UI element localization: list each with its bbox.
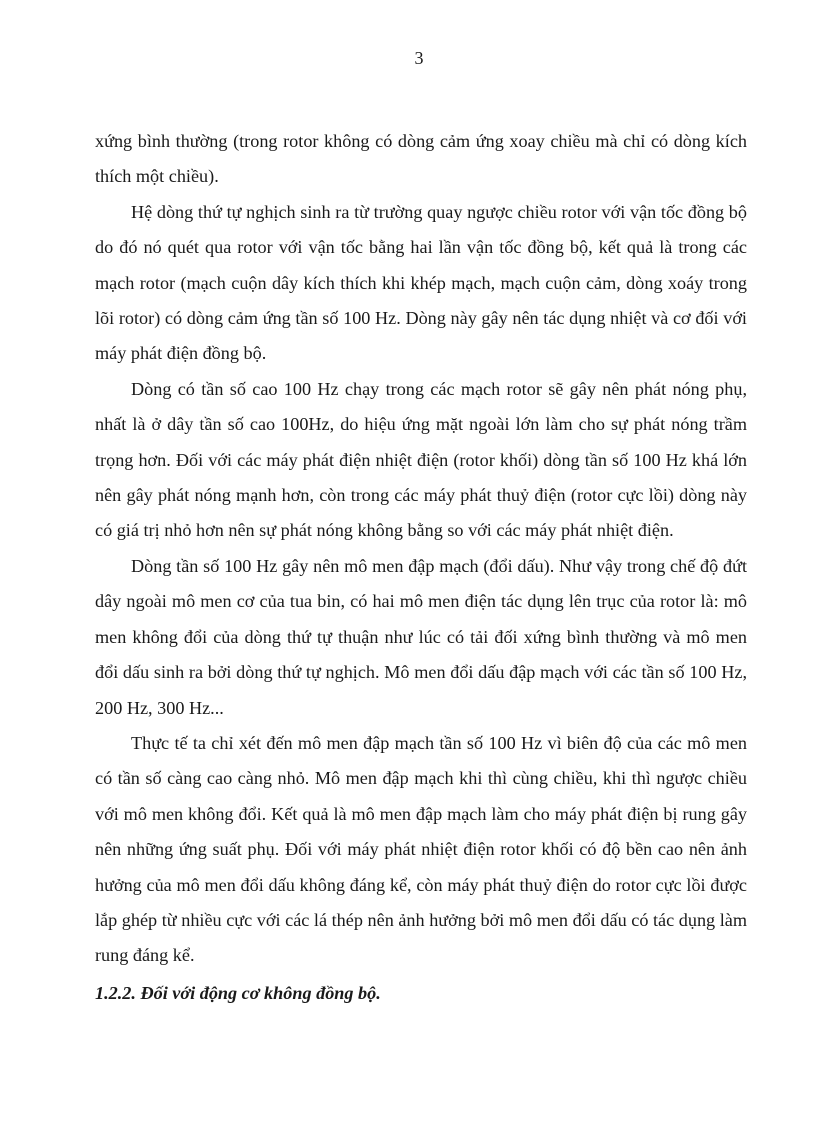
page-number: 3 [414, 48, 424, 68]
paragraph-pulsating-torque: Dòng tần số 100 Hz gây nên mô men đập mạch (đổi dấu). Như vậy trong chế độ đứt dây ngoài mô men cơ của tua bin, có hai mô men điện tác dụng lên trục của rotor là: mô men không đổi của dòng thứ tự thuận như lúc có tải đối xứng bình thường và mô men đổi dấu sinh ra bởi dòng thứ tự nghịch. Mô men đổi dấu đập mạch với các tần số 100 Hz, 200 Hz, 300 Hz... [95, 555, 747, 718]
paragraph-continuation: xứng bình thường (trong rotor không có dòng cảm ứng xoay chiều mà chỉ có dòng kích thích một chiều). [95, 131, 747, 187]
section-heading: 1.2.2. Đối với động cơ không đồng bộ. [95, 982, 381, 1003]
paragraph-heating: Dòng có tần số cao 100 Hz chạy trong các mạch rotor sẽ gây nên phát nóng phụ, nhất là ở dây tần số cao 100Hz, do hiệu ứng mặt ngoài lớn làm cho sự phát nóng trầm trọng hơn. Đối với các máy phát điện nhiệt điện (rotor khối) dòng tần số 100 Hz khá lớn nên gây phát nóng mạnh hơn, còn trong các máy phát thuỷ điện (rotor cực lồi) dòng này có giá trị nhỏ hơn nên sự phát nóng không bằng so với các máy phát nhiệt điện. [95, 378, 747, 541]
paragraph-negative-sequence: Hệ dòng thứ tự nghịch sinh ra từ trường quay ngược chiều rotor với vận tốc đồng bộ do đó nó quét qua rotor với vận tốc bằng hai lần vận tốc đồng bộ, kết quả là trong các mạch rotor (mạch cuộn dây kích thích khi khép mạch, mạch cuộn cảm, dòng xoáy trong lõi rotor) có dòng cảm ứng tần số 100 Hz. Dòng này gây nên tác dụng nhiệt và cơ đối với máy phát điện đồng bộ. [95, 201, 747, 364]
body-text [95, 124, 747, 1011]
paragraph-vibration: Thực tế ta chỉ xét đến mô men đập mạch tần số 100 Hz vì biên độ của các mô men có tần số càng cao càng nhỏ. Mô men đập mạch khi thì cùng chiều, khi thì ngược chiều với mô men không đổi. Kết quả là mô men đập mạch làm cho máy phát điện bị rung gây nên những ứng suất phụ. Đối với máy phát nhiệt điện rotor khối có độ bền cao nên ảnh hưởng của mô men đổi dấu không đáng kể, còn máy phát thuỷ điện do rotor cực lồi được lắp ghép từ nhiều cực với các lá thép nên ảnh hưởng bởi mô men đổi dấu có tác dụng làm rung đáng kể. [95, 732, 747, 966]
